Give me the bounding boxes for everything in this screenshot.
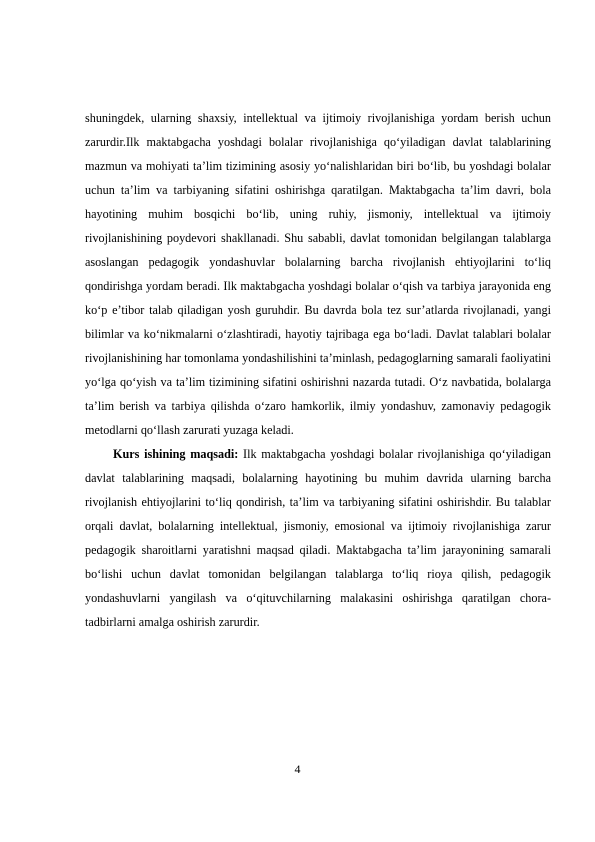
paragraph-continuation: shuningdek, ularning shaxsiy, intellektual va ijtimoiy rivojlanishiga yordam berish uchun zarurdir.Ilk maktabgacha yoshdagi bolalar rivojlanishiga qo‘yiladigan davlat talablarining mazmun va mohiyati ta’lim tizimining asosiy yo‘nalishlaridan biri bo‘lib, bu yoshdagi bolalar uchun ta’lim va tarbiyaning sifatini oshirishga qaratilgan. Maktabgacha ta’lim davri, bola hayotining muhim bosqichi bo‘lib, uning ruhiy, jismoniy, intellektual va ijtimoiy rivojlanishining poydevori shakllanadi. Shu sababli, davlat tomonidan belgilangan talablarga asoslangan pedagogik yondashuvlar bolalarning barcha rivojlanish ehtiyojlarini to‘liq qondirishga yordam beradi. Ilk maktabgacha yoshdagi bolalar o‘qish va tarbiya jarayonida eng ko‘p e’tibor talab qiladigan yosh guruhdir. Bu davrda bola tez sur’atlarda rivojlanadi, yangi bilimlar va ko‘nikmalarni o‘zlashtiradi, hayotiy tajribaga ega bo‘ladi. Davlat talablari bolalar rivojlanishining har tomonlama yondashilishini ta’minlash, pedagoglarning samarali faoliyatini yo‘lga qo‘yish va ta’lim tizimining sifatini oshirishni nazarda tutadi. O‘z navbatida, bolalarga ta’lim berish va tarbiya qilishda o‘zaro hamkorlik, ilmiy yondashuv, zamonaviy pedagogik metodlarni qo‘llash zarurati yuzaga keladi. [85, 111, 551, 437]
course-goal-text: Ilk maktabgacha yoshdagi bolalar rivojlanishiga qo‘yiladigan davlat talablarining maqsadi, bolalarning hayotining bu muhim davrida ularning barcha rivojlanish ehtiyojlarini to‘liq qondirish, ta’lim va tarbiyaning sifatini oshirishdir. Bu talablar orqali davlat, bolalarning intellektual, jismoniy, emosional va ijtimoiy rivojlanishiga zarur pedagogik sharoitlarni yaratishni maqsad qiladi. Maktabgacha ta’lim jarayonining samarali bo‘lishi uchun davlat tomonidan belgilangan talablarga to‘liq rioya qilish, pedagogik yondashuvlarni yangilash va o‘qituvchilarning malakasini oshirishga qaratilgan chora-tadbirlarni amalga oshirish zarurdir. [85, 447, 551, 629]
page-number: 4 [294, 762, 301, 776]
course-goal-heading: Kurs ishining maqsadi: [113, 447, 239, 461]
document-body [85, 106, 551, 634]
paragraph-course-goal [85, 442, 551, 634]
